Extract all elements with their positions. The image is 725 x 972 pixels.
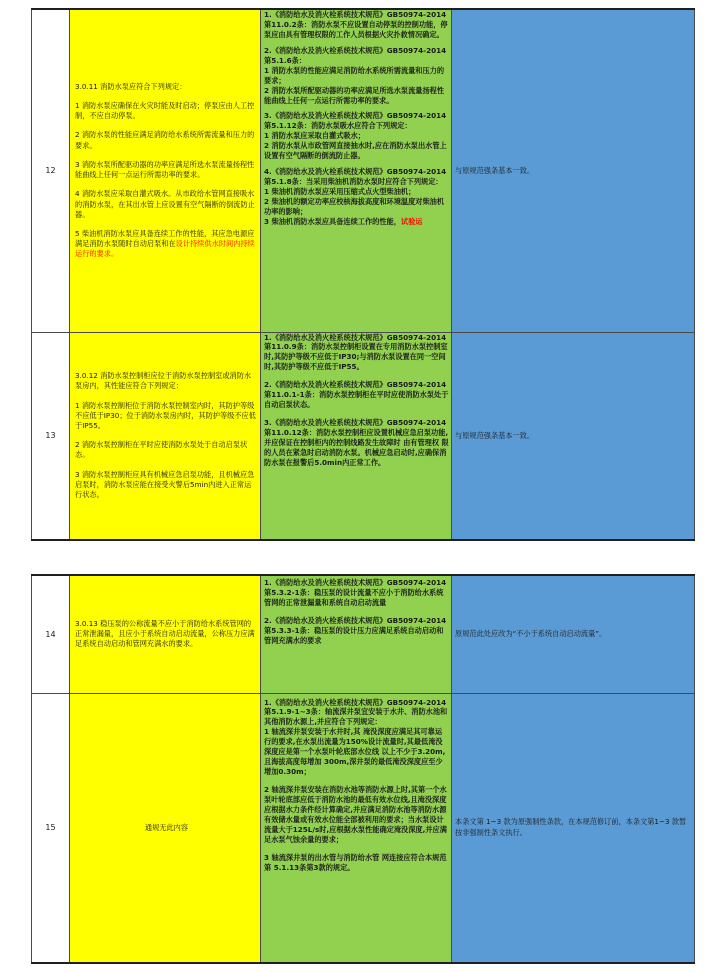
row-number: 14 bbox=[32, 575, 70, 693]
comparison-table-1 bbox=[31, 8, 695, 541]
clause-item: 1 消防水泵控制柜位于消防水泵控制室内时，其防护等级不应低于IP30；位于消防水泵房内时，其防护等级不应低于IP55。 bbox=[75, 400, 256, 431]
clause-title: 3.0.13 稳压泵的公称流量不应小于消防给水系统管网的正常泄漏量，且应小于系统自动启动流量，公称压力应满足系统自动启动和管网充满水的要求。 bbox=[75, 618, 255, 649]
reference-item bbox=[264, 167, 449, 227]
reference-item: 2.《消防给水及消火栓系统技术规范》GB50974-2014第5.3.3-1条：稳压泵的设计压力应满足系统自动启动和管网充满水的要求 bbox=[264, 615, 447, 645]
standard-clause bbox=[70, 693, 261, 963]
reference-item: 3 轴流深井泵的出水管与消防给水管 网连接应符合本规范第 5.1.13条第3款的规定。 bbox=[264, 852, 447, 872]
comparison-note: 与原规范强条基本一致。 bbox=[452, 332, 695, 540]
clause-item-text: 5 柴油机消防水泵应具备连续工作的性能，其应急电源应满足消防水泵随时自动启泵和在 bbox=[75, 229, 255, 249]
reference-item: 1.《消防给水及消火栓系统技术规范》GB50974-2014第11.0.9条：消防水泵控制柜设置在专用消防水泵控制室时,其防护等级不应低于IP30;与消防水泵设置在同一空间时,其防护等级不应低于IP55。 bbox=[264, 332, 448, 372]
reference-item: 1.《消防给水及消火栓系统技术规范》GB50974-2014第5.1.9-1~3条：轴流深井泵宜安装于水井、消防水池和其他消防水源上,并应符合下列规定： 1 轴流深井泵安装于水井时,其 淹没深度应满足其可靠运行的要求,在水泵出流量为150%设计流量时,其最低淹没深度应是第一个水泵叶轮底部水位线 以上不少于3.20m,且海拔高度每增加 300m,深井泵的最低淹没深度应至少增加0.30m； bbox=[264, 697, 448, 777]
standard-clause bbox=[70, 9, 261, 332]
row-number: 13 bbox=[32, 332, 70, 540]
standard-clause bbox=[70, 575, 261, 693]
standard-clause bbox=[70, 332, 261, 540]
clause-title: 3.0.12 消防水泵控制柜应位于消防水泵控制室或消防水泵房内，其性能应符合下列规定： bbox=[75, 371, 252, 391]
reference-item: 3.《消防给水及消火栓系统技术规范》GB50974-2014第11.0.12条：消防水泵控制柜应设置机械应急启泵功能,并应保证在控制柜内的控制线路发生故障时 由有管理权 限的人员在紧急时启动消防水泵。机械应急启动时,应确保消防水泵在报警后5.0min内正常工作。 bbox=[264, 418, 449, 467]
clause-item: 2 消防水泵的性能应满足消防给水系统所需流量和压力的要求。 bbox=[75, 130, 255, 150]
clause-item: 1 消防水泵应确保在火灾时能及时启动；停泵应由人工控制，不应自动停泵。 bbox=[75, 101, 255, 121]
comparison-table-2 bbox=[31, 574, 695, 964]
clause-item: 4 消防水泵应采取自灌式吸水。从市政给水管网直接吸水的消防水泵，在其出水管上应设置有空气隔断的倒流防止器。 bbox=[75, 189, 255, 219]
clause-item bbox=[75, 229, 258, 260]
reference-clause bbox=[261, 575, 452, 693]
clause-item: 3 消防水泵控制柜应具有机械应急启泵功能，且机械应急启泵时，消防水泵应能在接受火警后5min内进入正常运行状态。 bbox=[75, 469, 255, 500]
clause-item: 2 消防水泵控制柜在平时应使消防水泵处于自动启泵状态。 bbox=[75, 440, 248, 460]
reference-item: 1.《消防给水及消火栓系统技术规范》GB50974-2014第11.0.2条：消防水泵不应设置自动停泵的控制功能，停泵应由具有管理权限的工作人员根据火灾扑救情况确定。 bbox=[264, 10, 448, 39]
table-row bbox=[32, 9, 695, 332]
clause-title: 通规无此内容 bbox=[144, 822, 189, 832]
comparison-note: 本条文第 1~3 款为原强制性条款，在本规范修订前，本条文第1~3 款暂按非强制性条文执行。 bbox=[452, 693, 695, 963]
comparison-note: 原规范此处应改为“不小于系统自动启动流量”。 bbox=[452, 575, 695, 693]
highlighted-text: 设计持续供水时间内持续运行的要求。 bbox=[75, 239, 255, 259]
reference-item: 2 轴流深井泵安装在消防水池等消防水源上时,其第一个水泵叶轮底部应低于消防水池的最低有效水位线,且淹没深度应根据水力条件经计算确定,并应满足消防水池等消防水源有效储水量或有效水位能全部被利用的要求；当水泵设计流量大于125L/s时,应根据水泵性能确定淹没深度,并应满足水泵气蚀余量的要求； bbox=[264, 785, 447, 844]
reference-item: 2.《消防给水及消火栓系统技术规范》GB50974-2014第11.0.1-1条：消防水泵控制柜在平时应使消防水泵处于自动启泵状态。 bbox=[264, 380, 449, 410]
reference-clause bbox=[261, 332, 452, 540]
comparison-note: 与原规范强条基本一致。 bbox=[452, 9, 695, 332]
clause-item: 3 消防水泵所配驱动器的功率应满足所选水泵流量扬程性能曲线上任何一点运行所需功率的要求。 bbox=[75, 159, 255, 180]
row-number: 15 bbox=[32, 693, 70, 963]
row-number: 12 bbox=[32, 9, 70, 332]
reference-text: 4.《消防给水及消火栓系统技术规范》GB50974-2014第5.1.8条：当采用柴油机消防水泵时应符合下列规定： 1 柴油机消防水泵应采用压缩式点火型柴油机； 2 柴油机的额定功率应校核海拔高度和环境温度对柴油机 功率的影响； 3 柴油机消防水泵应具备连续工作的性能， bbox=[264, 167, 447, 226]
reference-item: 2.《消防给水及消火栓系统技术规范》GB50974-2014第5.1.6条： 1 消防水泵的性能应满足消防给水系统所需流量和压力的要求； 2 消防水泵所配驱动器的功率应满足所选水泵流量扬程性能曲线上任何一点运行所需功率的要求。 bbox=[264, 45, 447, 105]
reference-item: 1.《消防给水及消火栓系统技术规范》GB50974-2014第5.3.2-1条：稳压泵的设计流量不应小于消防给水系统管网的正常泄漏量和系统自动启动流量 bbox=[264, 578, 447, 607]
table-row bbox=[32, 332, 695, 540]
table-row bbox=[32, 693, 695, 963]
reference-clause bbox=[261, 9, 452, 332]
reference-clause bbox=[261, 693, 452, 963]
reference-item: 3.《消防给水及消火栓系统技术规范》GB50974-2014第5.1.12条：消防水泵吸水应符合下列规定： 1 消防水泵应采取自灌式吸水； 2 消防水泵从市政管网直接抽水时,应在消防水泵出水管上设置有空气隔断的倒流防止器。 bbox=[264, 111, 447, 161]
highlighted-text: 试验运 bbox=[400, 216, 423, 226]
clause-title: 3.0.11 消防水泵应符合下列规定： bbox=[75, 81, 187, 91]
table-row bbox=[32, 575, 695, 693]
